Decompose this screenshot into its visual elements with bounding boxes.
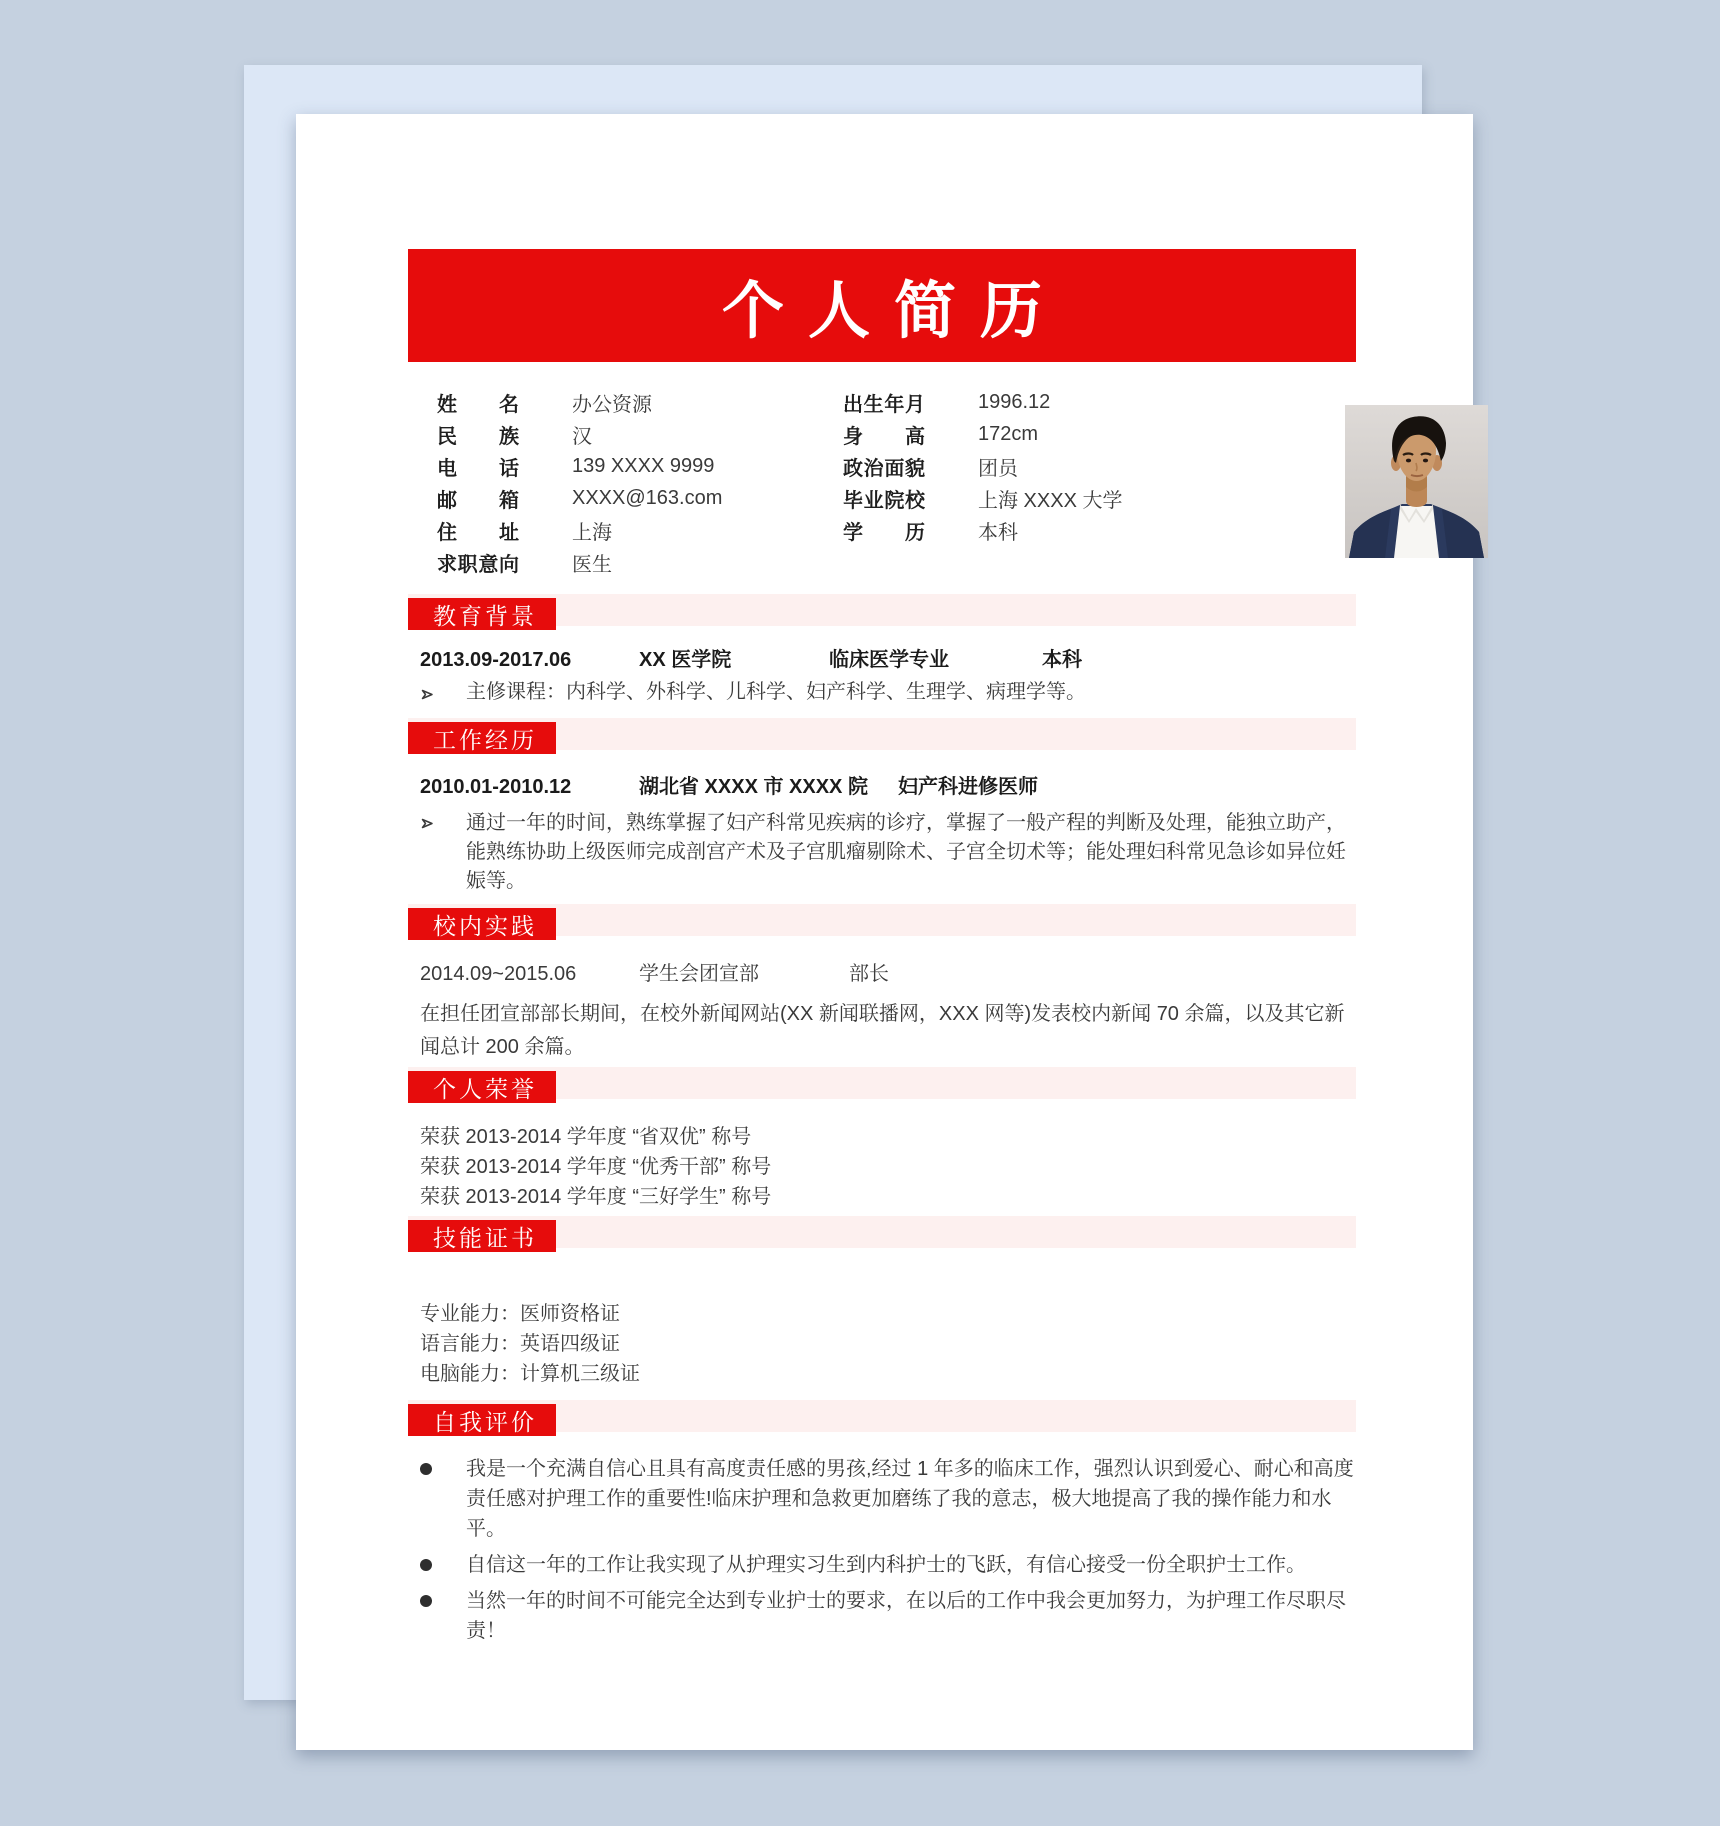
section-header: [408, 904, 1356, 940]
section-line: 荣获 2013-2014 学年度 “三好学生” 称号: [420, 1186, 772, 1208]
section-line: 专业能力：医师资格证: [420, 1303, 620, 1325]
experience-row: [420, 648, 1356, 673]
profile-field-value: 139 XXXX 9999: [572, 454, 715, 477]
profile-field-label: 毕业院校: [843, 489, 925, 512]
section-title: 技能证书: [433, 1224, 537, 1251]
section-line: 语言能力：英语四级证: [420, 1333, 620, 1355]
dot-glyph: [420, 1595, 432, 1607]
profile-field: [843, 514, 1263, 546]
dot-glyph: [420, 1559, 432, 1571]
resume-sections: [296, 594, 1473, 1646]
profile-section: [437, 386, 1473, 580]
profile-field-label: 学历: [843, 521, 925, 544]
section-body: [420, 775, 1356, 896]
arrow-bullet-icon: [420, 680, 466, 702]
experience-col: 学生会团宣部: [639, 963, 759, 985]
section-line: 荣获 2013-2014 学年度 “优秀干部” 称号: [420, 1156, 772, 1178]
section-header-box: [408, 1220, 556, 1252]
experience-col: 本科: [1042, 649, 1082, 671]
section-header: [408, 594, 1356, 630]
profile-field: [437, 450, 843, 482]
section-header: [408, 1400, 1356, 1436]
profile-field-label: 住址: [437, 521, 519, 544]
profile-field-label: 邮箱: [437, 489, 519, 512]
profile-column-right: [843, 386, 1263, 578]
profile-column-left: [437, 386, 843, 578]
section-self: [296, 1400, 1473, 1646]
bullet-text: 我是一个充满自信心且具有高度责任感的男孩,经过 1 年多的临床工作，强烈认识到爱心、耐心和高度责任感对护理工作的重要性!临床护理和急救更加磨练了我的意志，极大地提高了我的操作能力和水平。: [466, 1458, 1354, 1540]
profile-field-label: 身高: [843, 425, 925, 448]
profile-field-value: 团员: [978, 457, 1018, 480]
resume-title-banner: [408, 249, 1356, 362]
section-header-box: [408, 1404, 556, 1436]
dot-bullet-icon: [420, 1454, 466, 1475]
section-honors: [296, 1067, 1473, 1212]
section-line: 荣获 2013-2014 学年度 “省双优” 称号: [420, 1126, 752, 1148]
experience-col: 2010.01-2010.12: [420, 776, 572, 798]
profile-photo: [1345, 405, 1488, 558]
profile-field-value: XXXX@163.com: [572, 486, 723, 509]
bullet-text: 当然一年的时间不可能完全达到专业护士的要求，在以后的工作中我会更加努力，为护理工作尽职尽责！: [466, 1590, 1346, 1642]
profile-field-label: 姓名: [437, 393, 519, 416]
profile-field-label: 出生年月: [843, 393, 925, 416]
experience-row: [420, 962, 1356, 987]
experience-row: [420, 775, 1356, 800]
profile-field-label: 政治面貌: [843, 457, 925, 480]
section-header-box: [408, 908, 556, 940]
dot-bullet-item: [420, 1454, 1356, 1544]
profile-field-value: 172cm: [978, 422, 1039, 445]
section-body: [420, 962, 1356, 1064]
arrow-bullet-item: [420, 809, 1356, 896]
portrait-illustration: [1345, 405, 1488, 558]
bullet-text: 主修课程：内科学、外科学、儿科学、妇产科学、生理学、病理学等。: [466, 681, 1086, 703]
experience-col: XX 医学院: [639, 649, 732, 671]
dot-glyph: [420, 1463, 432, 1475]
experience-col: 湖北省 XXXX 市 XXXX 院: [639, 776, 868, 798]
section-title: 自我评价: [433, 1408, 537, 1435]
arrow-bullet-item: [420, 680, 1356, 705]
profile-field-value: 上海: [572, 521, 612, 544]
profile-field: [843, 386, 1263, 418]
experience-col: 部长: [849, 963, 889, 985]
section-title: 个人荣誉: [433, 1075, 537, 1102]
section-line: 电脑能力：计算机三级证: [420, 1363, 640, 1385]
section-body: [420, 1299, 1356, 1389]
profile-field: [437, 418, 843, 450]
section-header-box: [408, 722, 556, 754]
section-header-box: [408, 1071, 556, 1103]
section-header: [408, 1216, 1356, 1252]
profile-field-label: 电话: [437, 457, 519, 480]
profile-field: [843, 450, 1263, 482]
dot-bullet-icon: [420, 1550, 466, 1571]
section-header-box: [408, 598, 556, 630]
profile-field: [843, 418, 1263, 450]
experience-col: 临床医学专业: [829, 649, 949, 671]
section-campus: [296, 904, 1473, 1064]
bullet-text: 通过一年的时间，熟练掌握了妇产科常见疾病的诊疗，掌握了一般产程的判断及处理，能独立助产，能熟练协助上级医师完成剖宫产术及子宫肌瘤剔除术、子宫全切术等；能处理妇科常见急诊如异位妊娠等。: [466, 812, 1346, 892]
profile-field-value: 本科: [978, 521, 1018, 544]
profile-field: [437, 546, 843, 578]
profile-field: [843, 482, 1263, 514]
experience-col: 2013.09-2017.06: [420, 649, 572, 671]
profile-field-value: 1996.12: [978, 390, 1051, 413]
dot-bullet-item: [420, 1586, 1356, 1646]
section-paragraph: 在担任团宣部部长期间，在校外新闻网站(XX 新闻联播网，XXX 网等)发表校内新闻 70 余篇，以及其它新闻总计 200 余篇。: [420, 1003, 1345, 1058]
profile-field-value: 上海 XXXX 大学: [978, 489, 1123, 512]
profile-field: [437, 386, 843, 418]
dot-bullet-icon: [420, 1586, 466, 1607]
profile-field-value: 汉: [572, 425, 592, 448]
experience-col: 妇产科进修医师: [898, 776, 1038, 798]
experience-col: 2014.09~2015.06: [420, 963, 577, 985]
section-skills: [296, 1216, 1473, 1389]
profile-field-label: 民族: [437, 425, 519, 448]
profile-field-value: 办公资源: [572, 393, 652, 416]
arrow-bullet-icon: [420, 809, 466, 831]
section-title: 教育背景: [433, 602, 537, 629]
bullet-text: 自信这一年的工作让我实现了从护理实习生到内科护士的飞跃，有信心接受一份全职护士工作。: [466, 1554, 1306, 1576]
profile-field: [437, 482, 843, 514]
section-title: 工作经历: [433, 726, 537, 753]
profile-field-label: 求职意向: [437, 553, 519, 576]
section-title: 校内实践: [433, 912, 537, 939]
section-header: [408, 718, 1356, 754]
profile-fields: [437, 386, 1473, 578]
section-education: [296, 594, 1473, 705]
page-title: 个人简历: [721, 277, 1066, 346]
dot-bullet-item: [420, 1550, 1356, 1580]
section-body: [420, 648, 1356, 705]
section-body: [420, 1122, 1356, 1212]
profile-field: [437, 514, 843, 546]
section-work: [296, 718, 1473, 896]
profile-field-value: 医生: [572, 553, 612, 576]
resume-page: [296, 114, 1473, 1750]
section-header: [408, 1067, 1356, 1103]
section-body: [420, 1454, 1356, 1646]
